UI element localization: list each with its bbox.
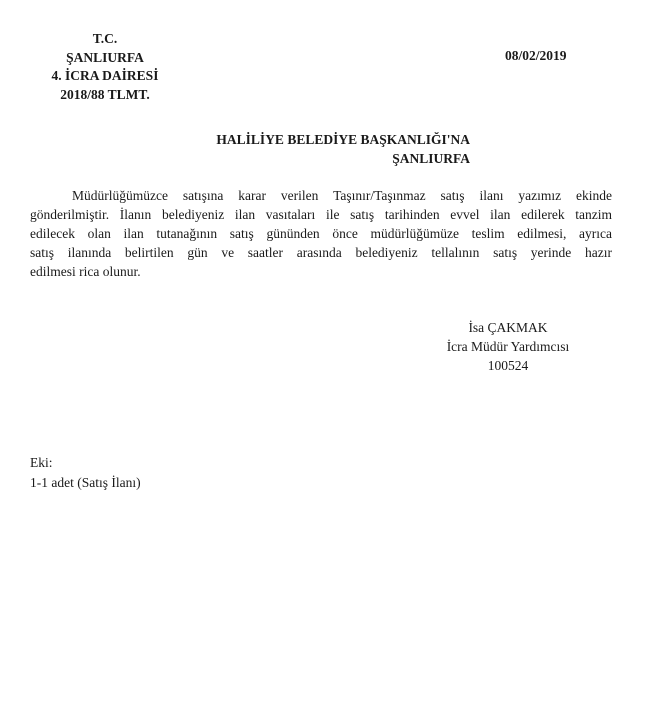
signatory-title: İcra Müdür Yardımcısı — [446, 339, 570, 354]
header-line-city: ŞANLIURFA — [66, 49, 144, 65]
recipient-city: ŞANLIURFA — [392, 151, 470, 166]
body-line: satış ilanında belirtilen gün ve saatler arasında belediyeniz tellalının satış yerinde hazır — [30, 245, 612, 260]
body-line: gönderilmiştir. İlanın belediyeniz ilan vasıtaları ile satış tarihinden evvel ilan edilerek tanzim — [30, 207, 612, 222]
document-date: 08/02/2019 — [505, 48, 567, 63]
attachments-block — [30, 453, 141, 493]
header-line-country: T.C. — [92, 31, 118, 46]
issuing-office-header — [30, 30, 180, 104]
header-line-file-number: 2018/88 TLMT. — [60, 86, 150, 102]
body-line: Müdürlüğümüzce satışına karar verilen Taşınır/Taşınmaz satış ilanı yazımız ekinde — [72, 188, 612, 203]
signature-block — [438, 318, 578, 375]
attachment-item: 1-1 adet (Satış İlanı) — [30, 475, 141, 490]
recipient-name: HALİLİYE BELEDİYE BAŞKANLIĞI'NA — [216, 132, 470, 147]
signatory-name: İsa ÇAKMAK — [468, 320, 548, 335]
header-line-office: 4. İCRA DAİRESİ — [51, 68, 159, 83]
body-line: edilecek olan ilan tutanağının satış gününden önce müdürlüğümüze teslim edilmesi, ayrıca — [30, 226, 612, 241]
recipient-block — [160, 130, 470, 168]
attachments-label: Eki: — [30, 455, 53, 470]
body-line: edilmesi rica olunur. — [30, 264, 141, 279]
body-paragraph — [30, 186, 612, 281]
signatory-number: 100524 — [487, 358, 529, 373]
